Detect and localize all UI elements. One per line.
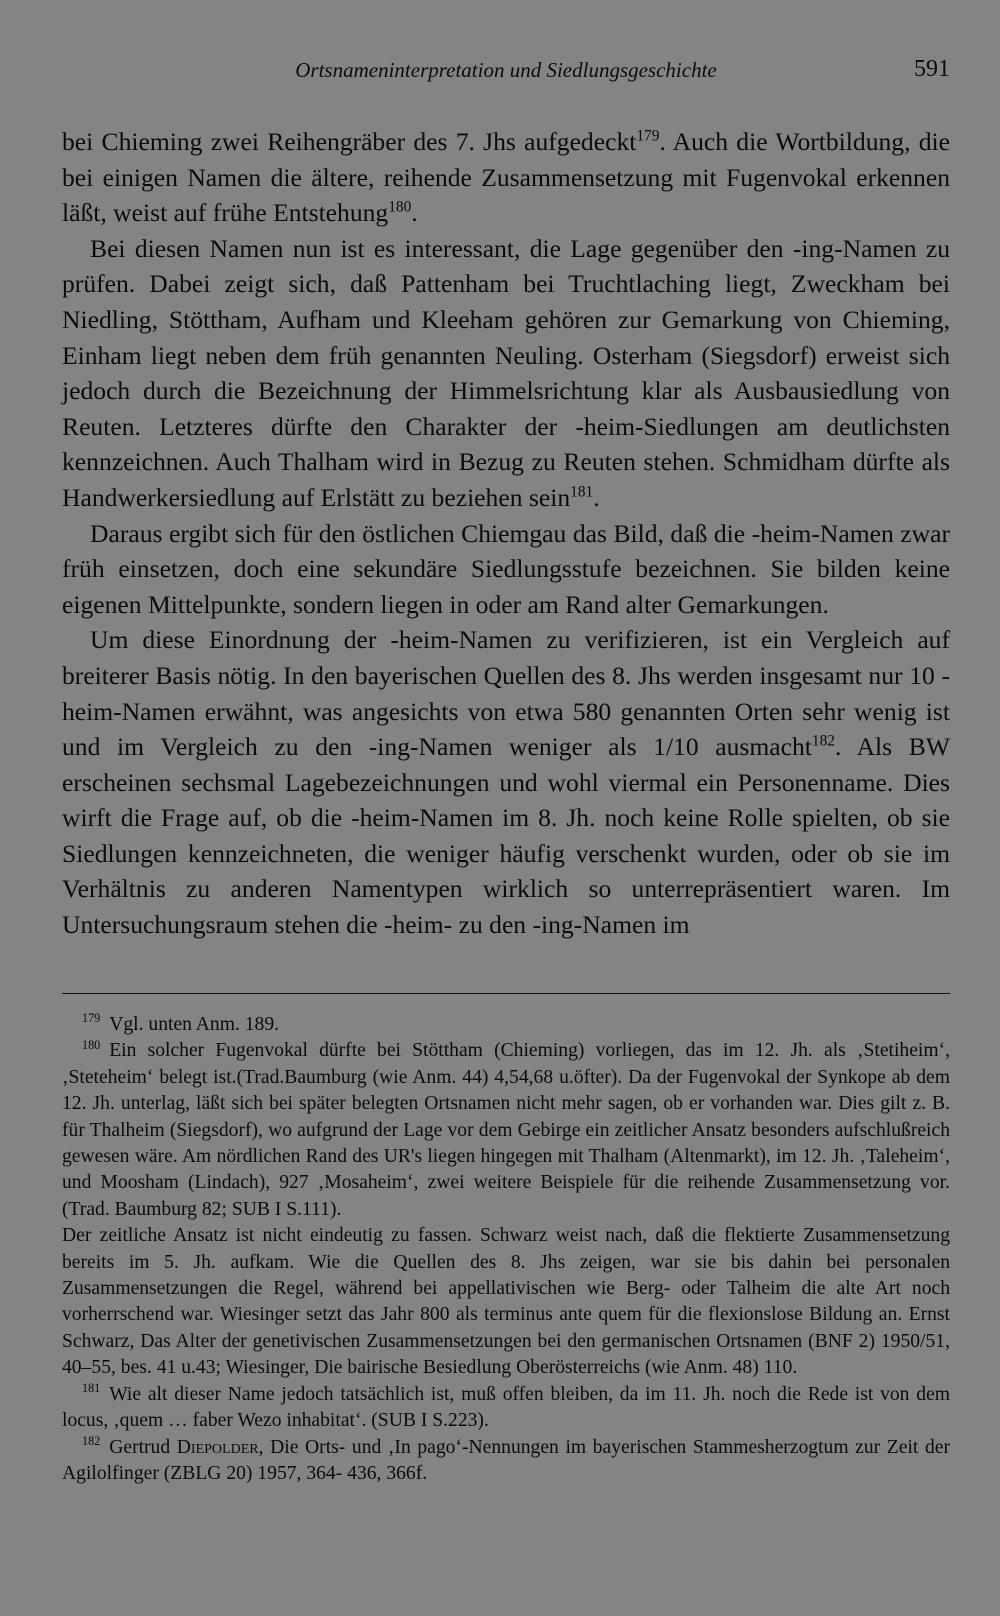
footnote-number: 181 [82, 1381, 101, 1396]
footnote-182 [62, 1435, 950, 1488]
footnote-180-continuation: Der zeitliche Ansatz ist nicht eindeutig zu fassen. Schwarz weist nach, daß die flektierte Zusammensetzung bereits im 5. Jh. aufkam. Wie die Quellen des 8. Jhs zeigen, war sie bis dahin bei personalen Zusammensetzungen die Regel, während bei appellativischen wie Berg- oder Talheim die alte Art noch vorherrschend war. Wiesinger setzt das Jahr 800 als terminus ante quem für die flexionslose Bildung an. Ernst Schwarz, Das Alter der genetivischen Zusammensetzungen bei den germanischen Ortsnamen (BNF 2) 1950/51, 40–55, bes. 41 u.43; Wiesinger, Die bairische Besiedlung Oberösterreichs (wie Anm. 48) 110. [62, 1225, 950, 1379]
footnote-ref-181[interactable]: 181 [570, 483, 594, 501]
footnote-180 [62, 1038, 950, 1223]
footnote-ref-180[interactable]: 180 [388, 198, 412, 216]
footnote-text: , Die Orts- und ‚In pago‘-Nennungen im bayerischen Stammesherzogtum zur Zeit der Agilolfinger (ZBLG 20) 1957, 364- 436, 366f. [62, 1436, 950, 1484]
footnote-divider [62, 993, 950, 994]
footnote-181 [62, 1382, 950, 1435]
footnote-ref-179[interactable]: 179 [636, 127, 660, 145]
paragraph-2-text-b: . [593, 482, 600, 512]
footnote-ref-182[interactable]: 182 [811, 732, 835, 750]
paragraph-4-text-a: Um diese Einordnung der -heim-Namen zu verifizieren, ist ein Vergleich auf breiterer Basis nötig. In den bayerischen Quellen des 8. Jhs werden insgesamt nur 10 -heim-Namen erwähnt, was angesichts von etwa 580 genannten Orten sehr wenig ist und im Vergleich zu den -ing-Namen weniger als 1/10 ausmacht [62, 625, 950, 762]
paragraph-3: Daraus ergibt sich für den östlichen Chiemgau das Bild, daß die -heim-Namen zwar früh einsetzen, doch eine sekundäre Siedlungsstufe bezeichnen. Sie bilden keine eigenen Mittelpunkte, sondern liegen in oder am Rand alter Gemarkungen. [62, 518, 950, 619]
paragraph-1-text-c: . [411, 198, 418, 228]
body-text [62, 124, 950, 943]
footnote-text: Vgl. unten Anm. 189. [109, 1014, 280, 1035]
author-last-name: Diepolder [176, 1436, 259, 1458]
footnote-number: 179 [82, 1011, 101, 1026]
running-title: Ortsnameninterpretation und Siedlungsgeschichte [295, 58, 717, 82]
footnotes [62, 1012, 950, 1487]
footnote-text: Wie alt dieser Name jedoch tatsächlich ist, muß offen bleiben, da im 11. Jh. noch die Rede ist von dem locus, ‚quem … faber Wezo inhabitat‘. (SUB I S.223). [62, 1383, 950, 1432]
paragraph-1 [62, 124, 950, 231]
footnote-number: 182 [82, 1433, 101, 1448]
footnote-text: Ein solcher Fugenvokal dürfte bei Stöttham (Chieming) vorliegen, das im 12. Jh. als ‚Stetiheim‘, ‚Steteheim‘ belegt ist.(Trad.Baumburg (wie Anm. 44) 4,54,68 u.öfter). Da der Fugenvokal der Synkope ab dem 12. Jh. unterlag, läßt sich bei später belegten Ortsnamen nicht mehr sagen, ob er vorhanden war. Dies gilt z. B. für Thalheim (Siegsdorf), wo aufgrund der Lage vor dem Gebirge ein zeitlicher Ansatz besonders aufschlußreich gewesen wäre. Am nördlichen Rand des UR's liegen hingegen mit Thalham (Altenmarkt), im 12. Jh. ‚Taleheim‘, und Moosham (Lindach), 927 ‚Mosaheim‘, zwei weitere Beispiele für die reihende Zusammensetzung vor. (Trad. Baumburg 82; SUB I S.111). [62, 1040, 950, 1220]
paragraph-2-text-a: Bei diesen Namen nun ist es interessant, die Lage gegenüber den -ing-Namen zu prüfen. Dabei zeigt sich, daß Pattenham bei Truchtlaching liegt, Zweckham bei Niedling, Stöttham, Aufham und Kleeham gehören zur Gemarkung von Chieming, Einham liegt neben dem früh genannten Neuling. Osterham (Siegsdorf) erweist sich jedoch durch die Bezeichnung der Himmelsrichtung klar als Ausbausiedlung von Reuten. Letzteres dürfte den Charakter der -heim-Siedlungen am deutlichsten kennzeichnen. Auch Thalham wird in Bezug zu Reuten stehen. Schmidham dürfte als Handwerkersiedlung auf Erlstätt zu beziehen sein [62, 233, 950, 512]
author-first-name: Gertrud [109, 1436, 171, 1458]
footnote-number: 180 [82, 1037, 101, 1052]
footnote-179 [62, 1012, 950, 1038]
page-number: 591 [914, 56, 950, 82]
paragraph-4-text-b: . Als BW erscheinen sechsmal Lagebezeichnungen und wohl viermal ein Personenname. Dies wirft die Frage auf, ob die -heim-Namen im 8. Jh. noch keine Rolle spielten, ob sie Siedlungen kennzeichneten, die weniger häufig verschenkt wurden, oder ob sie im Verhältnis zu anderen Namentypen wirklich so unterrepräsentiert waren. Im Untersuchungsraum stehen die -heim- zu den -ing-Namen im [62, 732, 950, 940]
paragraph-1-text-a: bei Chieming zwei Reihengräber des 7. Jhs aufgedeckt [62, 127, 637, 156]
page-header [62, 54, 950, 94]
paragraph-2 [62, 231, 950, 516]
paragraph-4 [62, 622, 950, 942]
paragraph-1-text-b: . Auch die Wortbildung, die bei einigen Namen die ältere, reihende Zusammensetzung mit Fugenvokal erkennen läßt, weist auf frühe Entstehung [62, 127, 950, 228]
